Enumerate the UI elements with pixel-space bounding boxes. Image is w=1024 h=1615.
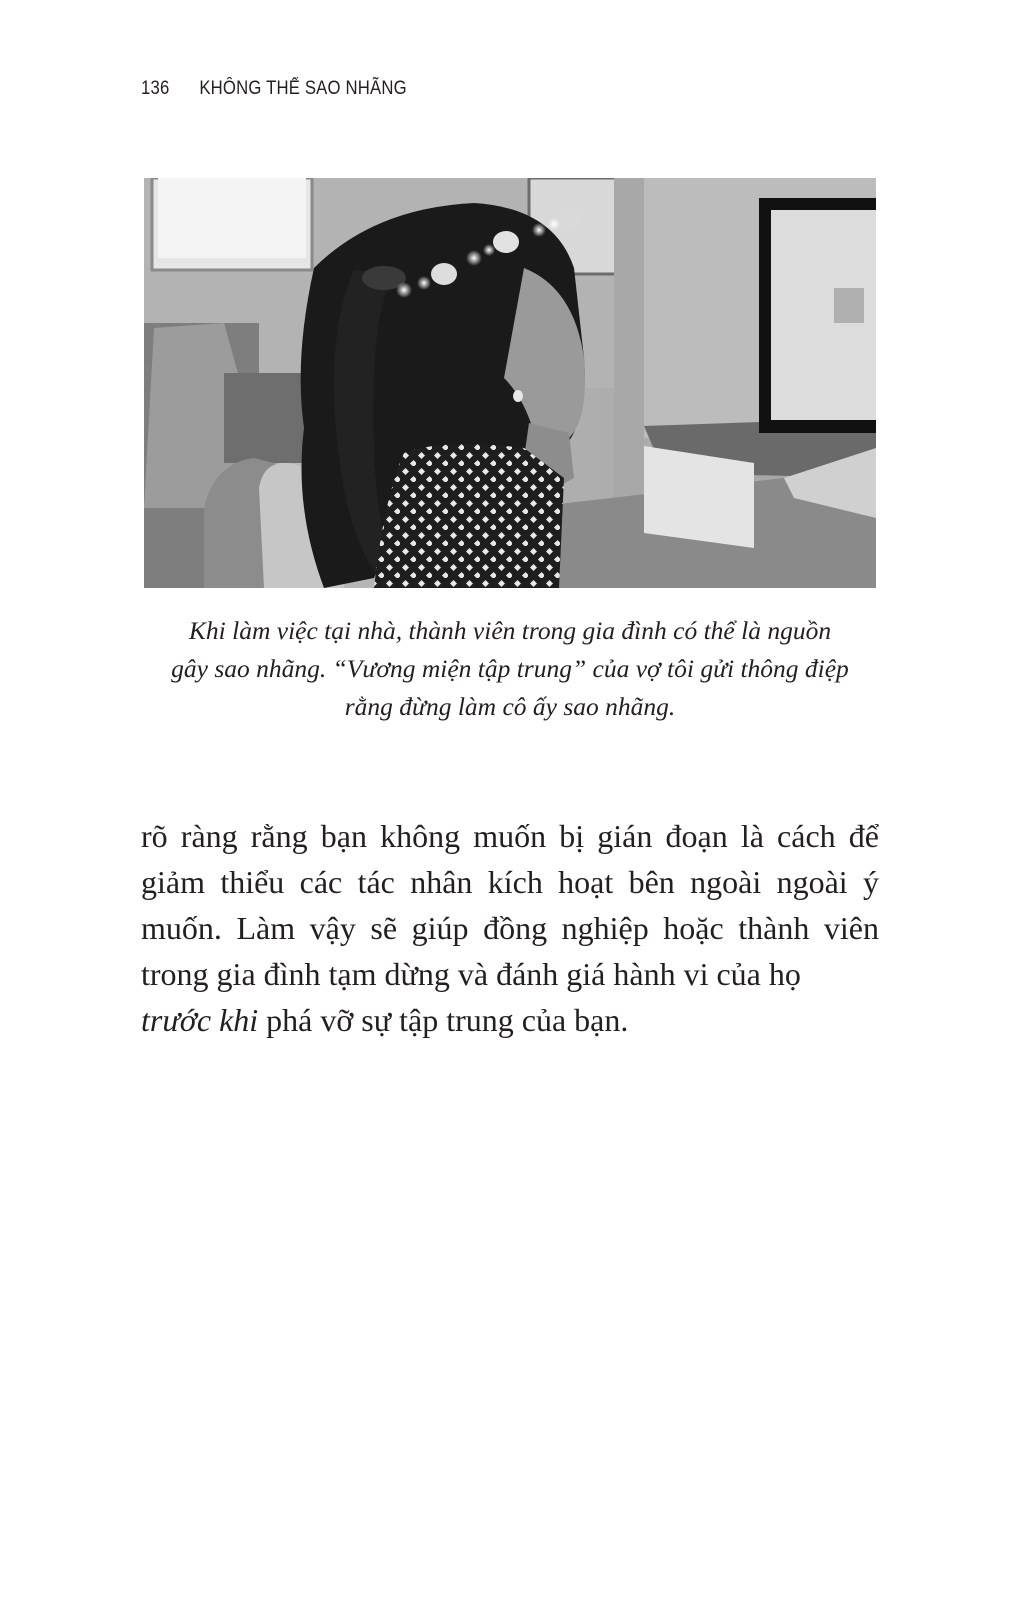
- body-text-end: phá vỡ sự tập trung của bạn.: [266, 1002, 629, 1038]
- figure-caption: [138, 612, 882, 726]
- caption-line: rằng đừng làm cô ấy sao nhãng.: [344, 692, 676, 721]
- body-paragraph: [141, 813, 879, 1043]
- body-text-main: rõ ràng rằng bạn không muốn bị gián đoạn là cách để giảm thiểu các tác nhân kích hoạt bên ngoài ngoài ý muốn. Làm vậy sẽ giúp đồng nghiệp hoặc thành viên trong gia đình tạm dừng và đánh giá hành vi của họ: [141, 818, 879, 992]
- photo-figure: [144, 178, 876, 588]
- running-head: [141, 78, 407, 100]
- book-title: KHÔNG THỂ SAO NHÃNG: [199, 78, 407, 99]
- body-text-emphasis: trước khi: [141, 1002, 259, 1038]
- woman-at-desk-photo: [144, 178, 876, 588]
- caption-line: Khi làm việc tại nhà, thành viên trong gia đình có thể là nguồn: [188, 616, 832, 645]
- page-number: 136: [141, 78, 170, 99]
- caption-line: gây sao nhãng. “Vương miện tập trung” của vợ tôi gửi thông điệp: [171, 654, 849, 683]
